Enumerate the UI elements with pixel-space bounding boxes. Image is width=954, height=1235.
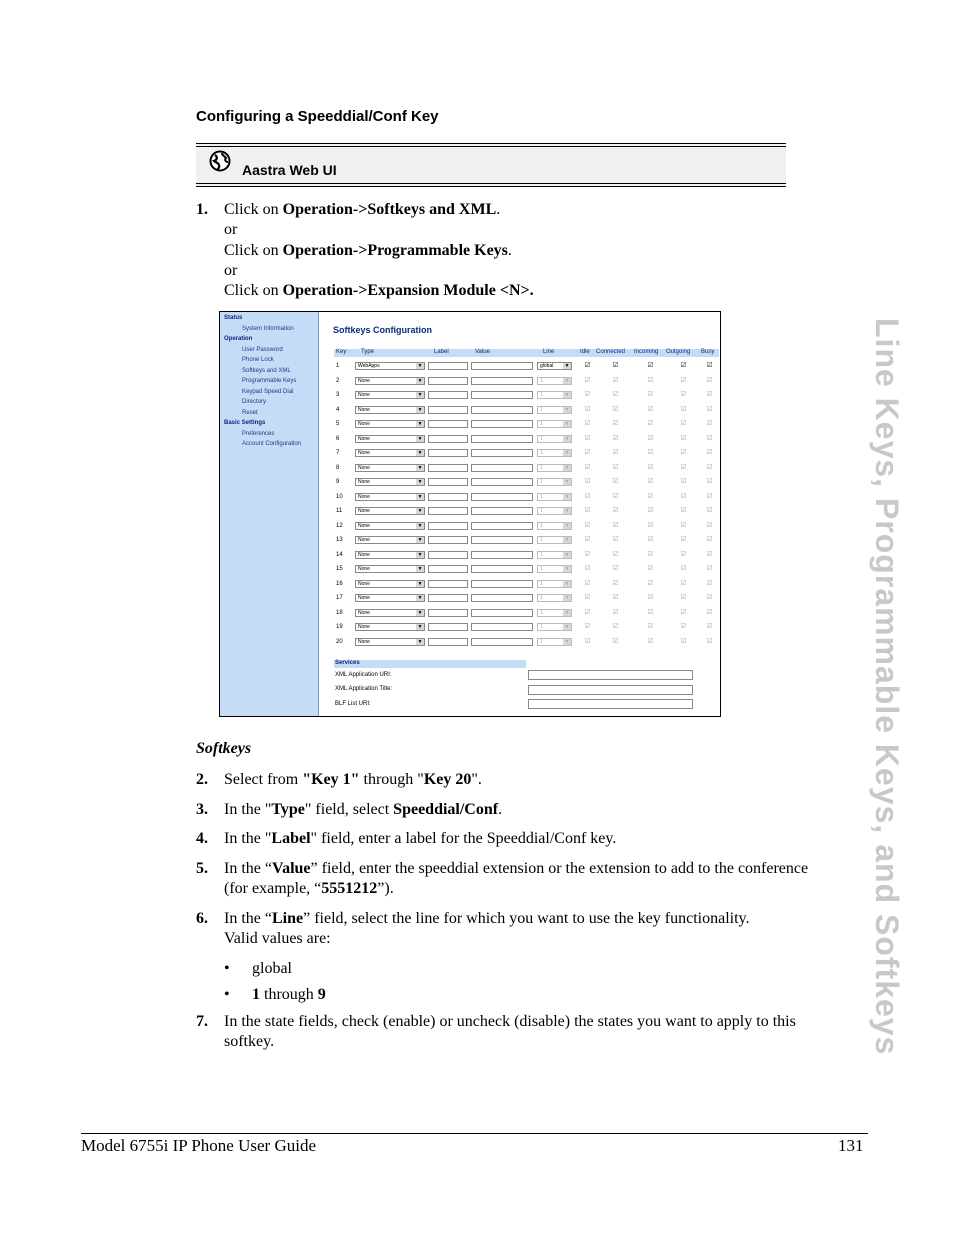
label-input[interactable]	[428, 493, 468, 501]
value-input[interactable]	[471, 362, 533, 370]
state-checkbox[interactable]: ☑	[584, 506, 591, 514]
step-6-text: In the “Line” field, select the line for which you want to use the key functionality.	[224, 910, 750, 927]
value-input[interactable]	[471, 449, 533, 457]
state-checkbox[interactable]: ☑	[612, 520, 619, 529]
state-checkbox[interactable]: ☑	[612, 636, 619, 645]
label-input[interactable]	[428, 551, 468, 559]
figure-caption: Softkeys	[196, 740, 252, 757]
value-input[interactable]	[471, 565, 533, 573]
line-select[interactable]: 1 ▼	[537, 435, 572, 443]
state-checkbox[interactable]: ☑	[584, 578, 591, 587]
softkey-row	[220, 535, 720, 546]
value-input[interactable]	[471, 435, 533, 443]
nav-link[interactable]: User Password	[242, 346, 283, 353]
key-number: 3	[336, 392, 340, 398]
softkey-row	[220, 550, 720, 561]
line-select[interactable]: 1 ▼	[537, 493, 572, 501]
softkey-row	[220, 637, 720, 648]
line-select[interactable]: global ▼	[537, 362, 572, 370]
step-4-text: In the "Label" field, enter a label for the Speeddial/Conf key.	[224, 830, 617, 847]
label-input[interactable]	[428, 609, 468, 617]
screenshot-title: Softkeys Configuration	[333, 325, 433, 335]
state-checkbox[interactable]: ☑	[612, 390, 619, 398]
state-checkbox[interactable]: ☑	[706, 535, 713, 543]
key-number: 16	[336, 580, 343, 587]
softkey-row	[220, 477, 720, 488]
step-6-line-2: Valid values are:	[224, 930, 331, 947]
web-ui-banner	[196, 143, 786, 187]
label-input[interactable]	[428, 406, 468, 414]
state-checkbox[interactable]: ☑	[612, 404, 619, 413]
nav-link[interactable]: System Information	[242, 325, 294, 332]
state-checkbox[interactable]: ☑	[647, 491, 654, 500]
state-checkbox[interactable]: ☑	[647, 448, 654, 456]
state-checkbox[interactable]: ☑	[706, 375, 713, 384]
line-select[interactable]: 1 ▼	[537, 565, 572, 573]
col-label: Label	[434, 349, 449, 355]
section-title: Configuring a Speeddial/Conf Key	[196, 108, 439, 125]
value-input[interactable]	[471, 391, 533, 399]
type-select[interactable]: None ▼	[355, 565, 425, 573]
state-checkbox[interactable]: ☑	[706, 593, 713, 601]
value-input[interactable]	[471, 609, 533, 617]
type-select[interactable]: WebApps ▼	[355, 362, 425, 370]
state-checkbox[interactable]: ☑	[647, 607, 654, 616]
label-input[interactable]	[428, 507, 468, 515]
line-select[interactable]: 1 ▼	[537, 623, 572, 631]
state-checkbox[interactable]: ☑	[647, 506, 654, 514]
blf-list-uri-input[interactable]	[528, 699, 693, 709]
softkey-row	[220, 434, 720, 445]
state-checkbox[interactable]: ☑	[706, 462, 713, 471]
line-select[interactable]: 1 ▼	[537, 507, 572, 515]
state-checkbox[interactable]: ☑	[706, 506, 713, 514]
label-input[interactable]	[428, 638, 468, 646]
state-checkbox[interactable]: ☑	[612, 448, 619, 456]
type-select[interactable]: None ▼	[355, 594, 425, 602]
value-input[interactable]	[471, 406, 533, 414]
state-checkbox[interactable]: ☑	[584, 375, 591, 384]
state-checkbox[interactable]: ☑	[706, 390, 713, 398]
bullet-text: global	[252, 960, 292, 977]
nav-link[interactable]: Account Configuration	[242, 441, 302, 447]
state-checkbox[interactable]: ☑	[612, 491, 619, 500]
label-input[interactable]	[428, 536, 468, 544]
nav-section-header: Status	[224, 315, 243, 321]
type-select[interactable]: None ▼	[355, 638, 425, 646]
softkey-row	[220, 622, 720, 633]
state-checkbox[interactable]: ☑	[584, 433, 591, 442]
xml-app-uri-label: XML Application URI:	[335, 672, 392, 678]
type-select[interactable]: None ▼	[355, 406, 425, 414]
label-input[interactable]	[428, 449, 468, 457]
state-checkbox[interactable]: ☑	[584, 622, 591, 630]
state-checkbox[interactable]: ☑	[647, 361, 654, 369]
value-input[interactable]	[471, 377, 533, 385]
line-select[interactable]: 1 ▼	[537, 522, 572, 530]
type-select[interactable]: None ▼	[355, 391, 425, 399]
value-input[interactable]	[471, 623, 533, 631]
state-checkbox[interactable]: ☑	[647, 462, 654, 471]
state-checkbox[interactable]: ☑	[584, 636, 591, 645]
state-checkbox[interactable]: ☑	[680, 636, 687, 645]
line-select[interactable]: 1 ▼	[537, 478, 572, 486]
type-select[interactable]: None ▼	[355, 377, 425, 385]
state-checkbox[interactable]: ☑	[612, 506, 619, 514]
state-checkbox[interactable]: ☑	[612, 375, 619, 384]
value-input[interactable]	[471, 536, 533, 544]
state-checkbox[interactable]: ☑	[647, 622, 654, 630]
softkey-row	[220, 419, 720, 430]
col-value: Value	[475, 349, 490, 355]
softkey-row	[220, 448, 720, 459]
label-input[interactable]	[428, 623, 468, 631]
type-select[interactable]: None ▼	[355, 493, 425, 501]
state-checkbox[interactable]: ☑	[584, 564, 591, 572]
state-checkbox[interactable]: ☑	[706, 607, 713, 616]
type-select[interactable]: None ▼	[355, 551, 425, 559]
type-select[interactable]: None ▼	[355, 580, 425, 588]
col-key: Key	[336, 349, 347, 355]
line-select[interactable]: 1 ▼	[537, 594, 572, 602]
type-select[interactable]: None ▼	[355, 435, 425, 443]
step-number: 7.	[196, 1013, 208, 1030]
label-input[interactable]	[428, 594, 468, 602]
state-checkbox[interactable]: ☑	[680, 375, 687, 384]
state-checkbox[interactable]: ☑	[647, 390, 654, 398]
line-select[interactable]: 1 ▼	[537, 638, 572, 646]
services-title: Services	[335, 660, 360, 666]
nav-link[interactable]: Programmable Keys	[242, 378, 297, 384]
step-number: 6.	[196, 910, 208, 927]
state-checkbox[interactable]: ☑	[584, 607, 591, 616]
step-2-text: Select from "Key 1" through "Key 20".	[224, 771, 482, 788]
key-number: 6	[336, 435, 340, 442]
type-select[interactable]: None ▼	[355, 507, 425, 515]
value-input[interactable]	[471, 522, 533, 530]
state-checkbox[interactable]: ☑	[612, 361, 619, 369]
chapter-side-tab-text: Line Keys, Programmable Keys, and Softkeys	[869, 318, 905, 1056]
state-checkbox[interactable]: ☑	[680, 622, 687, 630]
state-checkbox[interactable]: ☑	[647, 549, 654, 558]
state-checkbox[interactable]: ☑	[612, 477, 619, 485]
value-input[interactable]	[471, 638, 533, 646]
state-checkbox[interactable]: ☑	[680, 564, 687, 572]
state-checkbox[interactable]: ☑	[647, 433, 654, 442]
state-checkbox[interactable]: ☑	[584, 390, 591, 398]
bullet-text: 1 through 9	[252, 986, 326, 1003]
col-incoming: Incoming	[634, 349, 659, 355]
value-input[interactable]	[471, 420, 533, 428]
softkey-row	[220, 506, 720, 517]
state-checkbox[interactable]: ☑	[680, 477, 687, 485]
state-checkbox[interactable]: ☑	[706, 419, 713, 427]
value-input[interactable]	[471, 478, 533, 486]
state-checkbox[interactable]: ☑	[612, 535, 619, 543]
key-number: 15	[336, 566, 343, 572]
line-select[interactable]: 1 ▼	[537, 391, 572, 399]
state-checkbox[interactable]: ☑	[680, 506, 687, 514]
softkey-row	[220, 521, 720, 532]
line-select[interactable]: 1 ▼	[537, 449, 572, 457]
state-checkbox[interactable]: ☑	[584, 419, 591, 427]
softkey-row	[220, 376, 720, 387]
state-checkbox[interactable]: ☑	[680, 404, 687, 413]
state-checkbox[interactable]: ☑	[612, 549, 619, 558]
label-input[interactable]	[428, 464, 468, 472]
key-number: 9	[336, 479, 340, 485]
key-number: 20	[336, 638, 343, 645]
state-checkbox[interactable]: ☑	[584, 520, 591, 529]
xml-app-title-input[interactable]	[528, 685, 693, 695]
softkey-row	[220, 564, 720, 575]
page-number: 131	[838, 1136, 864, 1155]
services-header-bar	[334, 660, 526, 668]
xml-app-uri-input[interactable]	[528, 670, 693, 680]
label-input[interactable]	[428, 377, 468, 385]
state-checkbox[interactable]: ☑	[584, 535, 591, 543]
state-checkbox[interactable]: ☑	[647, 564, 654, 572]
state-checkbox[interactable]: ☑	[584, 549, 591, 558]
nav-link[interactable]: Reset	[242, 409, 258, 416]
col-connected: Connected	[596, 349, 626, 355]
bullet-dot: •	[224, 960, 230, 977]
col-busy: Busy	[701, 349, 715, 355]
step-1-line-1: Click on Operation->Softkeys and XML.	[224, 201, 501, 218]
label-input[interactable]	[428, 478, 468, 486]
value-input[interactable]	[471, 507, 533, 515]
state-checkbox[interactable]: ☑	[706, 564, 713, 572]
step-number: 2.	[196, 771, 208, 788]
value-input[interactable]	[471, 551, 533, 559]
state-checkbox[interactable]: ☑	[706, 361, 713, 369]
step-1-or-2: or	[224, 262, 238, 279]
state-checkbox[interactable]: ☑	[612, 622, 619, 630]
nav-link[interactable]: Directory	[242, 399, 267, 405]
step-number: 5.	[196, 860, 208, 877]
state-checkbox[interactable]: ☑	[584, 462, 591, 471]
state-checkbox[interactable]: ☑	[584, 491, 591, 500]
state-checkbox[interactable]: ☑	[647, 636, 654, 645]
state-checkbox[interactable]: ☑	[584, 593, 591, 601]
state-checkbox[interactable]: ☑	[706, 448, 713, 456]
table-header-bar	[334, 349, 719, 357]
line-select[interactable]: 1 ▼	[537, 406, 572, 414]
state-checkbox[interactable]: ☑	[680, 390, 687, 398]
nav-link[interactable]: Keypad Speed Dial	[242, 388, 294, 395]
bullet-dot: •	[224, 986, 230, 1003]
footer-rule	[81, 1133, 868, 1134]
state-checkbox[interactable]: ☑	[647, 477, 654, 485]
web-ui-label: Aastra Web UI	[242, 162, 337, 178]
label-input[interactable]	[428, 565, 468, 573]
label-input[interactable]	[428, 435, 468, 443]
key-number: 14	[336, 551, 343, 558]
state-checkbox[interactable]: ☑	[680, 448, 687, 456]
state-checkbox[interactable]: ☑	[584, 448, 591, 456]
state-checkbox[interactable]: ☑	[612, 433, 619, 442]
footer-title: Model 6755i IP Phone User Guide	[81, 1136, 316, 1155]
softkey-row	[220, 593, 720, 604]
state-checkbox[interactable]: ☑	[706, 491, 713, 500]
label-input[interactable]	[428, 580, 468, 588]
state-checkbox[interactable]: ☑	[612, 593, 619, 601]
state-checkbox[interactable]: ☑	[680, 549, 687, 558]
label-input[interactable]	[428, 420, 468, 428]
state-checkbox[interactable]: ☑	[612, 564, 619, 572]
key-number: 13	[336, 537, 343, 543]
key-number: 7	[336, 450, 340, 456]
step-1-line-2: Click on Operation->Programmable Keys.	[224, 242, 512, 259]
line-select[interactable]: 1 ▼	[537, 377, 572, 385]
softkeys-config-screenshot	[219, 311, 721, 717]
value-input[interactable]	[471, 493, 533, 501]
type-select[interactable]: None ▼	[355, 522, 425, 530]
key-number: 10	[336, 493, 343, 500]
value-input[interactable]	[471, 464, 533, 472]
line-select[interactable]: 1 ▼	[537, 580, 572, 588]
state-checkbox[interactable]: ☑	[612, 462, 619, 471]
line-select[interactable]: 1 ▼	[537, 609, 572, 617]
state-checkbox[interactable]: ☑	[680, 433, 687, 442]
globe-icon	[209, 150, 231, 172]
key-number: 12	[336, 522, 343, 529]
softkey-row	[220, 492, 720, 503]
softkey-row	[220, 390, 720, 401]
label-input[interactable]	[428, 522, 468, 530]
xml-app-title-label: XML Application Title:	[335, 686, 393, 692]
state-checkbox[interactable]: ☑	[680, 578, 687, 587]
state-checkbox[interactable]: ☑	[706, 549, 713, 558]
type-select[interactable]: None ▼	[355, 449, 425, 457]
state-checkbox[interactable]: ☑	[584, 361, 591, 369]
col-idle: Idle	[580, 349, 590, 355]
type-select[interactable]: None ▼	[355, 420, 425, 428]
state-checkbox[interactable]: ☑	[680, 462, 687, 471]
key-number: 17	[336, 595, 343, 601]
line-select[interactable]: 1 ▼	[537, 464, 572, 472]
state-checkbox[interactable]: ☑	[612, 419, 619, 427]
col-type: Type	[361, 349, 375, 355]
key-number: 8	[336, 464, 340, 471]
nav-section-header: Operation	[224, 336, 253, 342]
state-checkbox[interactable]: ☑	[706, 622, 713, 630]
type-select[interactable]: None ▼	[355, 609, 425, 617]
softkey-row	[220, 405, 720, 416]
state-checkbox[interactable]: ☑	[584, 477, 591, 485]
type-select[interactable]: None ▼	[355, 464, 425, 472]
state-checkbox[interactable]: ☑	[706, 578, 713, 587]
nav-section-header: Basic Settings	[224, 420, 266, 426]
step-7-text: In the state fields, check (enable) or uncheck (disable) the states you want to apply to this	[224, 1013, 796, 1030]
softkey-row	[220, 463, 720, 474]
step-5-line-2: (for example, “5551212”).	[224, 880, 394, 897]
softkey-row	[220, 608, 720, 619]
step-number: 3.	[196, 801, 208, 818]
state-checkbox[interactable]: ☑	[680, 593, 687, 601]
nav-link[interactable]: Phone Lock	[242, 357, 274, 363]
state-checkbox[interactable]: ☑	[680, 419, 687, 427]
step-1-line-3: Click on Operation->Expansion Module <N>.	[224, 282, 534, 299]
nav-link[interactable]: Preferences	[242, 430, 275, 437]
key-number: 11	[336, 508, 343, 514]
softkey-row	[220, 579, 720, 590]
state-checkbox[interactable]: ☑	[647, 520, 654, 529]
line-select[interactable]: 1 ▼	[537, 536, 572, 544]
state-checkbox[interactable]: ☑	[647, 578, 654, 587]
value-input[interactable]	[471, 594, 533, 602]
state-checkbox[interactable]: ☑	[647, 535, 654, 543]
step-7-line-2: softkey.	[224, 1033, 275, 1050]
col-outgoing: Outgoing	[666, 349, 691, 355]
state-checkbox[interactable]: ☑	[706, 636, 713, 645]
col-line: Line	[543, 349, 555, 355]
state-checkbox[interactable]: ☑	[680, 535, 687, 543]
state-checkbox[interactable]: ☑	[706, 520, 713, 529]
type-select[interactable]: None ▼	[355, 478, 425, 486]
state-checkbox[interactable]: ☑	[612, 578, 619, 587]
step-3-text: In the "Type" field, select Speeddial/Conf.	[224, 801, 503, 818]
state-checkbox[interactable]: ☑	[706, 433, 713, 442]
label-input[interactable]	[428, 362, 468, 370]
state-checkbox[interactable]: ☑	[680, 491, 687, 500]
key-number: 2	[336, 377, 340, 384]
state-checkbox[interactable]: ☑	[706, 404, 713, 413]
line-select[interactable]: 1 ▼	[537, 551, 572, 559]
blf-list-uri-label: BLF List URI:	[335, 701, 371, 707]
key-number: 19	[336, 624, 343, 630]
state-checkbox[interactable]: ☑	[647, 375, 654, 384]
state-checkbox[interactable]: ☑	[680, 520, 687, 529]
value-input[interactable]	[471, 580, 533, 588]
line-select[interactable]: 1 ▼	[537, 420, 572, 428]
state-checkbox[interactable]: ☑	[647, 419, 654, 427]
key-number: 5	[336, 421, 340, 427]
state-checkbox[interactable]: ☑	[647, 404, 654, 413]
softkey-row	[220, 361, 720, 372]
state-checkbox[interactable]: ☑	[706, 477, 713, 485]
step-number: 1.	[196, 201, 208, 218]
state-checkbox[interactable]: ☑	[680, 361, 687, 369]
chapter-side-tab	[862, 318, 912, 1108]
state-checkbox[interactable]: ☑	[680, 607, 687, 616]
nav-link[interactable]: Softkeys and XML	[242, 367, 291, 374]
type-select[interactable]: None ▼	[355, 623, 425, 631]
state-checkbox[interactable]: ☑	[647, 593, 654, 601]
type-select[interactable]: None ▼	[355, 536, 425, 544]
label-input[interactable]	[428, 391, 468, 399]
state-checkbox[interactable]: ☑	[584, 404, 591, 413]
key-number: 18	[336, 609, 343, 616]
key-number: 4	[336, 406, 340, 413]
step-5-text: In the “Value” field, enter the speeddial extension or the extension to add to the conference	[224, 860, 809, 877]
state-checkbox[interactable]: ☑	[612, 607, 619, 616]
step-1-or-1: or	[224, 221, 238, 238]
step-number: 4.	[196, 830, 208, 847]
key-number: 1	[336, 363, 340, 369]
